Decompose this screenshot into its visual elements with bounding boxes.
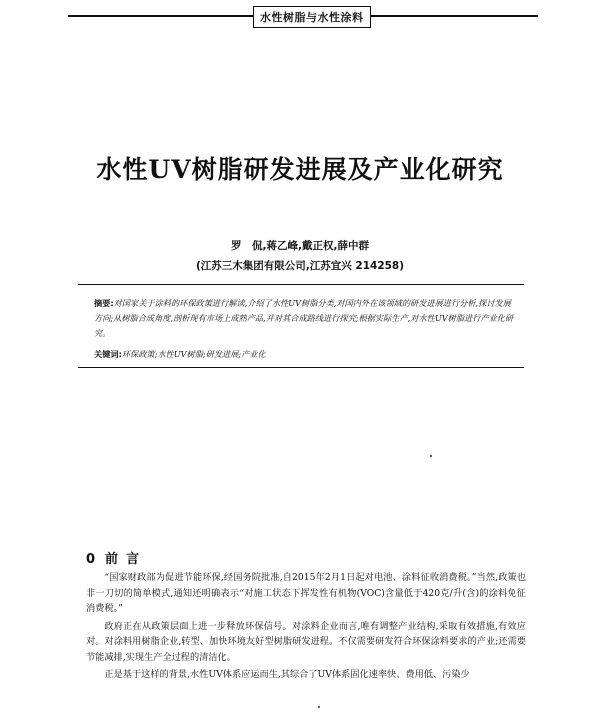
- keywords-block: [94, 347, 514, 362]
- body-paragraph: “国家财政部为促进节能环保,经国务院批准,自2015年2月1日起对电池、涂料征收消费税。”当然,政策也非一刀切的简单模式,通知还明确表示“对施工状态下挥发性有机物(VOC)含量低于420克/升(含)的涂料免征消费税。”: [86, 572, 526, 614]
- keywords-label: 关键词:: [94, 349, 122, 359]
- abstract-bottom-rule: [78, 367, 524, 368]
- keywords-text: 环保政策;水性UV树脂;研发进展;产业化: [121, 349, 266, 359]
- abstract-top-rule: [78, 284, 524, 285]
- abstract-label: 摘要:: [94, 298, 114, 308]
- abstract-block: [94, 296, 514, 341]
- abstract-text: 对国家关于涂料的环保政策进行解读,介绍了水性UV树脂分类,对国内外在该领域的研发进展进行分析,探讨发展方向;从树脂合成角度,剖析现有市场上成熟产品,并对其合成路线进行探究;根据实际生产,对水性UV树脂进行产业化研究。: [94, 298, 514, 338]
- scan-speck: [430, 455, 432, 457]
- author-list: 罗 侃,蒋乙峰,戴正权,薛中群: [231, 240, 369, 252]
- paper-title: 水性UV树脂研发进展及产业化研究: [96, 155, 504, 184]
- body-paragraph: 政府正在从政策层面上进一步释放环保信号。对涂料企业而言,唯有调整产业结构,采取有效措施,有效应对。对涂料用树脂企业,转型、加快环境友好型树脂研发进程。不仅需要研发符合环保涂料要求的产业;还需要节能减排,实现生产全过程的清洁化。: [86, 620, 526, 663]
- section-title: 前言: [105, 552, 148, 567]
- section-heading: [86, 548, 147, 567]
- scan-speck: [318, 706, 320, 708]
- running-header-label: 水性树脂与水性涂料: [253, 6, 371, 28]
- body-paragraph: 正是基于这样的背景,水性UV体系应运而生,其综合了UV体系固化速率快、费用低、污染少: [104, 669, 470, 680]
- section-number: 0: [86, 552, 96, 567]
- author-affiliation: (江苏三木集团有限公司,江苏宜兴 214258): [195, 260, 405, 272]
- body-text: [86, 570, 526, 685]
